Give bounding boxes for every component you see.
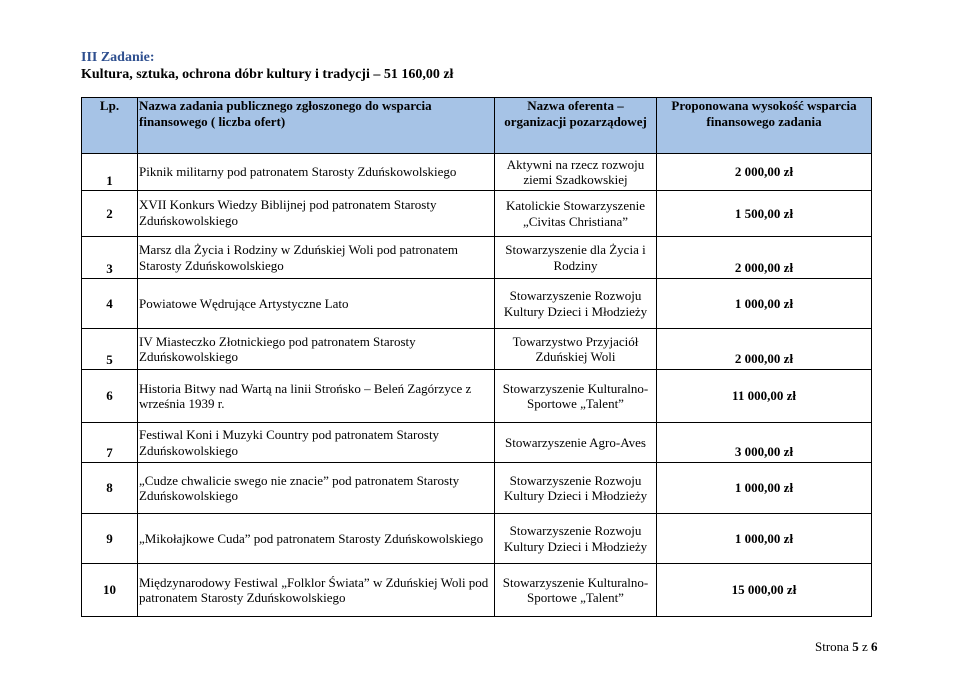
cell-amount: 2 000,00 zł (657, 237, 872, 279)
cell-amount: 1 500,00 zł (657, 191, 872, 237)
cell-org: Katolickie Stowarzyszenie „Civitas Christiana” (495, 191, 657, 237)
cell-org: Stowarzyszenie Kulturalno-Sportowe „Talent” (495, 370, 657, 423)
table-row (82, 463, 872, 514)
cell-org: Aktywni na rzecz rozwoju ziemi Szadkowskiej (495, 154, 657, 191)
cell-org: Stowarzyszenie Kulturalno-Sportowe „Talent” (495, 564, 657, 617)
cell-org: Stowarzyszenie dla Życia i Rodziny (495, 237, 657, 279)
cell-lp: 9 (82, 514, 138, 564)
table-row (82, 423, 872, 463)
page-total: 6 (870, 639, 878, 654)
cell-task: XVII Konkurs Wiedzy Biblijnej pod patronatem Starosty Zduńskowolskiego (138, 191, 495, 237)
cell-task: „Mikołajkowe Cuda” pod patronatem Starosty Zduńskowolskiego (138, 514, 495, 564)
cell-task: „Cudze chwalicie swego nie znacie” pod patronatem Starosty Zduńskowolskiego (138, 463, 495, 514)
table-row (82, 329, 872, 370)
cell-org: Stowarzyszenie Agro-Aves (495, 423, 657, 463)
grants-table (81, 97, 872, 617)
table-row (82, 237, 872, 279)
page-label: Strona (815, 639, 849, 654)
cell-org: Stowarzyszenie Rozwoju Kultury Dzieci i Młodzieży (495, 514, 657, 564)
table-row (82, 279, 872, 329)
page-current: 5 (852, 639, 859, 654)
cell-org: Stowarzyszenie Rozwoju Kultury Dzieci i Młodzieży (495, 279, 657, 329)
cell-lp: 4 (82, 279, 138, 329)
cell-task: Marsz dla Życia i Rodziny w Zduńskiej Woli pod patronatem Starosty Zduńskowolskiego (138, 237, 495, 279)
cell-lp: 3 (82, 237, 138, 279)
table-row (82, 154, 872, 191)
cell-amount: 15 000,00 zł (657, 564, 872, 617)
cell-task: Festiwal Koni i Muzyki Country pod patronatem Starosty Zduńskowolskiego (138, 423, 495, 463)
cell-lp: 10 (82, 564, 138, 617)
cell-lp: 6 (82, 370, 138, 423)
table-row (82, 370, 872, 423)
cell-amount: 1 000,00 zł (657, 463, 872, 514)
table-row (82, 191, 872, 237)
cell-amount: 2 000,00 zł (657, 329, 872, 370)
page-number (815, 639, 877, 655)
section-heading (81, 49, 453, 83)
cell-task: IV Miasteczko Złotnickiego pod patronatem Starosty Zduńskowolskiego (138, 329, 495, 370)
cell-lp: 7 (82, 423, 138, 463)
cell-amount: 3 000,00 zł (657, 423, 872, 463)
section-subtitle: Kultura, sztuka, ochrona dóbr kultury i tradycji – 51 160,00 zł (81, 67, 454, 82)
cell-amount: 1 000,00 zł (657, 514, 872, 564)
table-row (82, 564, 872, 617)
cell-task: Powiatowe Wędrujące Artystyczne Lato (138, 279, 495, 329)
header-task: Nazwa zadania publicznego zgłoszonego do wsparcia finansowego ( liczba ofert) (138, 98, 495, 154)
header-org: Nazwa oferenta – organizacji pozarządowej (495, 98, 657, 154)
header-lp: Lp. (82, 98, 138, 154)
section-title: III Zadanie: (81, 50, 155, 65)
cell-lp: 2 (82, 191, 138, 237)
page-separator: z (861, 639, 868, 654)
cell-amount: 1 000,00 zł (657, 279, 872, 329)
cell-org: Towarzystwo Przyjaciół Zduńskiej Woli (495, 329, 657, 370)
cell-task: Międzynarodowy Festiwal „Folklor Świata” w Zduńskiej Woli pod patronatem Starosty Zduńskowolskiego (138, 564, 495, 617)
table-header-row (82, 98, 872, 154)
cell-lp: 5 (82, 329, 138, 370)
cell-task: Piknik militarny pod patronatem Starosty Zduńskowolskiego (138, 154, 495, 191)
cell-org: Stowarzyszenie Rozwoju Kultury Dzieci i Młodzieży (495, 463, 657, 514)
cell-amount: 2 000,00 zł (657, 154, 872, 191)
cell-amount: 11 000,00 zł (657, 370, 872, 423)
cell-task: Historia Bitwy nad Wartą na linii Strońsko – Beleń Zagórzyce z września 1939 r. (138, 370, 495, 423)
table-row (82, 514, 872, 564)
cell-lp: 8 (82, 463, 138, 514)
cell-lp: 1 (82, 154, 138, 191)
header-amount: Proponowana wysokość wsparcia finansowego zadania (657, 98, 872, 154)
